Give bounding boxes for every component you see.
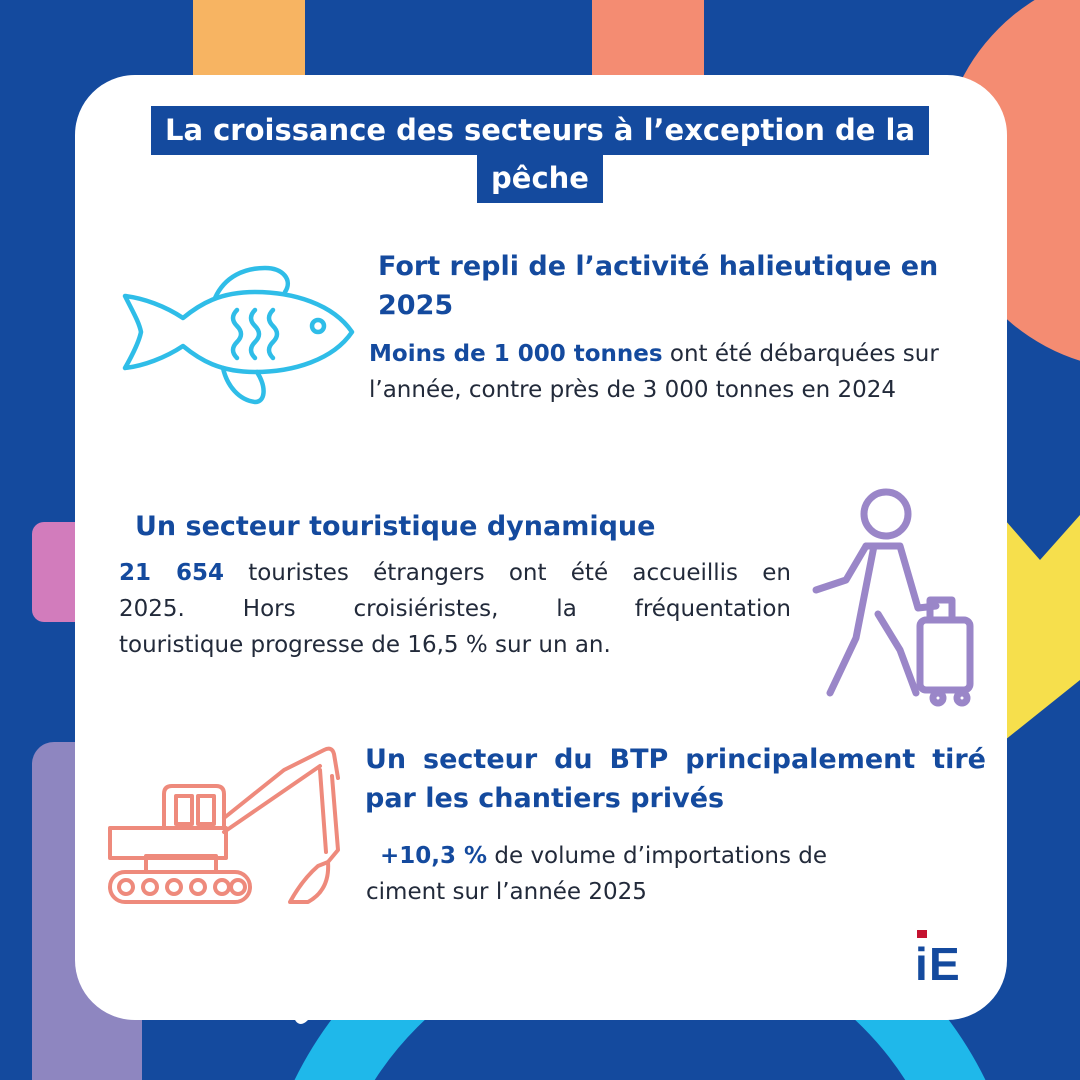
orange-bar-shape — [193, 0, 305, 80]
construction-text-line-2: ciment sur l’année 2025 — [366, 879, 647, 905]
yellow-chevron-shape — [1005, 515, 1080, 740]
construction-heading — [365, 740, 986, 818]
salmon-bar-shape — [592, 0, 704, 80]
fishing-highlight: Moins de 1 000 tonnes — [369, 341, 663, 367]
card-tail-shape — [270, 990, 340, 1030]
construction-heading-line-2: par les chantiers privés — [365, 783, 725, 814]
ie-logo — [915, 928, 963, 982]
tourism-text-line-2: 2025. Hors croisiéristes, la fréquentation — [119, 596, 791, 622]
fish-icon — [115, 262, 360, 407]
fishing-heading-line-1: Fort repli de l’activité halieutique en — [378, 251, 939, 282]
fishing-heading-line-2: 2025 — [378, 290, 454, 321]
page-title — [0, 107, 1080, 203]
construction-text-line-1: de volume d’importations de — [487, 843, 828, 869]
construction-body — [366, 838, 986, 910]
tourism-highlight: 21 654 — [119, 560, 224, 586]
title-line-2: pêche — [477, 154, 603, 203]
fishing-text-line-2: l’année, contre près de 3 000 tonnes en 2024 — [369, 377, 897, 403]
construction-highlight: +10,3 % — [380, 843, 488, 869]
construction-heading-line-1: Un secteur du BTP principalement tiré — [365, 744, 986, 775]
tourism-body — [119, 555, 791, 663]
excavator-icon — [106, 740, 356, 910]
tourism-text-line-1: touristes étrangers ont été accueillis en — [223, 560, 791, 586]
logo-dot — [917, 930, 927, 938]
title-line-1: La croissance des secteurs à l’exception de la — [151, 106, 929, 155]
fishing-text-line-1: ont été débarquées sur — [662, 341, 939, 367]
tourism-text-line-3: touristique progresse de 16,5 % sur un an. — [119, 632, 611, 658]
traveler-with-suitcase-icon — [808, 488, 988, 708]
fishing-heading — [378, 247, 978, 325]
logo-letter-e: E — [929, 938, 960, 982]
fishing-body — [369, 336, 1009, 408]
tourism-heading: Un secteur touristique dynamique — [135, 511, 656, 542]
logo-letter-i: i — [915, 938, 928, 982]
